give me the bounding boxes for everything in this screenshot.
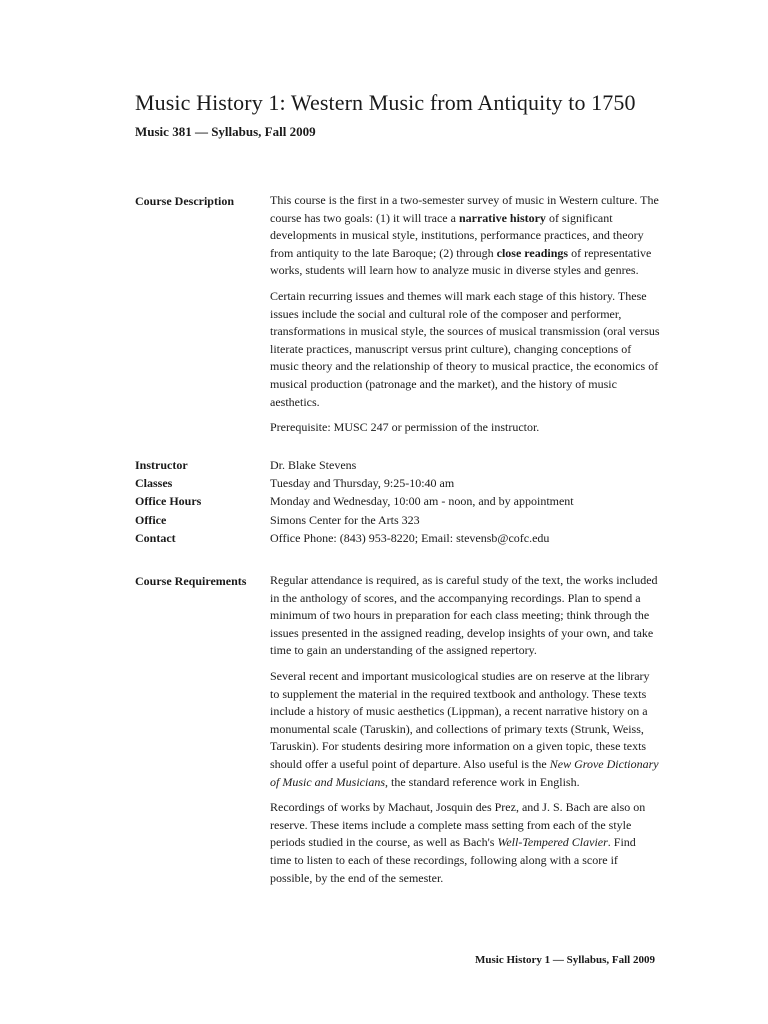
course-description-paragraph-2: Certain recurring issues and themes will mark each stage of this history. These issues include the social and cultural role of the composer and performer, transformations in musical style, the sources of musical transmission (oral versus literate practices, manuscript versus print culture), changing conceptions of music theory and the relationship of theory to musical practice, the economics of musical production (patronage and the market), and the history of music aesthetics. bbox=[270, 288, 660, 409]
grove-dictionary-title: New Grove Dictionary of Music and Musicians bbox=[270, 756, 659, 789]
course-requirements-paragraph-1: Regular attendance is required, as is careful study of the text, the works included in the anthology of scores, and the accompanying recordings. Plan to spend a minimum of two hours in preparation for each class meeting; think through the issues presented in the assigned reading, develop insights of your own, and take time to gain an understanding of the assigned repertory. bbox=[270, 573, 658, 658]
close-readings-emphasis: close readings bbox=[496, 245, 569, 260]
well-tempered-clavier-title: Well-Tempered Clavier bbox=[497, 835, 608, 850]
contact-value: Office Phone: (843) 953-8220; Email: stevensb@cofc.edu bbox=[270, 530, 550, 545]
instructor-label: Instructor bbox=[135, 458, 188, 472]
page-title: Music History 1: Western Music from Antiquity to 1750 bbox=[135, 90, 636, 115]
page-footer: Music History 1 — Syllabus, Fall 2009 bbox=[475, 954, 655, 966]
course-requirements-label: Course Requirements bbox=[135, 574, 247, 588]
classes-label: Classes bbox=[135, 476, 173, 491]
page-subtitle: Music 381 — Syllabus, Fall 2009 bbox=[135, 124, 316, 139]
office-hours-label: Office Hours bbox=[135, 494, 202, 509]
course-requirements-paragraph-2: Several recent and important musicological studies are on reserve at the library to supplement the material in the required textbook and anthology. These texts include a history of music aesthetics (Lippman), a recent narrative history on a monumental scale (Taruskin), and collections of primary texts (Strunk, Weiss, Taruskin). For students desiring more information on a given topic, these texts should offer a useful point of departure. Also useful is the New Grove Dictionary of Music and Musicians, the standard reference work in English. bbox=[270, 668, 659, 789]
course-description-paragraph-1: This course is the first in a two-semester survey of music in Western culture. The course has two goals: (1) it will trace a narrative history of significant developments in musical style, institutions, performance practices, and theory from antiquity to the late Baroque; (2) through close readings of representative works, students will learn how to analyze music in diverse styles and genres. bbox=[270, 193, 659, 278]
office-label: Office bbox=[135, 512, 167, 527]
course-description-label: Course Description bbox=[135, 194, 234, 208]
course-description-body bbox=[270, 192, 660, 445]
instructor-value: Dr. Blake Stevens bbox=[270, 458, 357, 472]
office-value: Simons Center for the Arts 323 bbox=[270, 512, 420, 527]
classes-value: Tuesday and Thursday, 9:25-10:40 am bbox=[270, 476, 455, 491]
office-hours-value: Monday and Wednesday, 10:00 am - noon, and by appointment bbox=[270, 494, 574, 509]
course-requirements-paragraph-3: Recordings of works by Machaut, Josquin des Prez, and J. S. Bach are also on reserve. These items include a complete mass setting from each of the style periods studied in the course, as well as Bach's Well-Tempered Clavier. Find time to listen to each of these recordings, following along with a score if possible, by the end of the semester. bbox=[270, 800, 646, 885]
course-requirements-body bbox=[270, 572, 660, 895]
info-labels bbox=[135, 456, 265, 547]
narrative-history-emphasis: narrative history bbox=[458, 210, 546, 225]
prerequisite-text: Prerequisite: MUSC 247 or permission of the instructor. bbox=[270, 420, 540, 435]
info-values bbox=[270, 456, 670, 547]
contact-label: Contact bbox=[135, 530, 176, 545]
